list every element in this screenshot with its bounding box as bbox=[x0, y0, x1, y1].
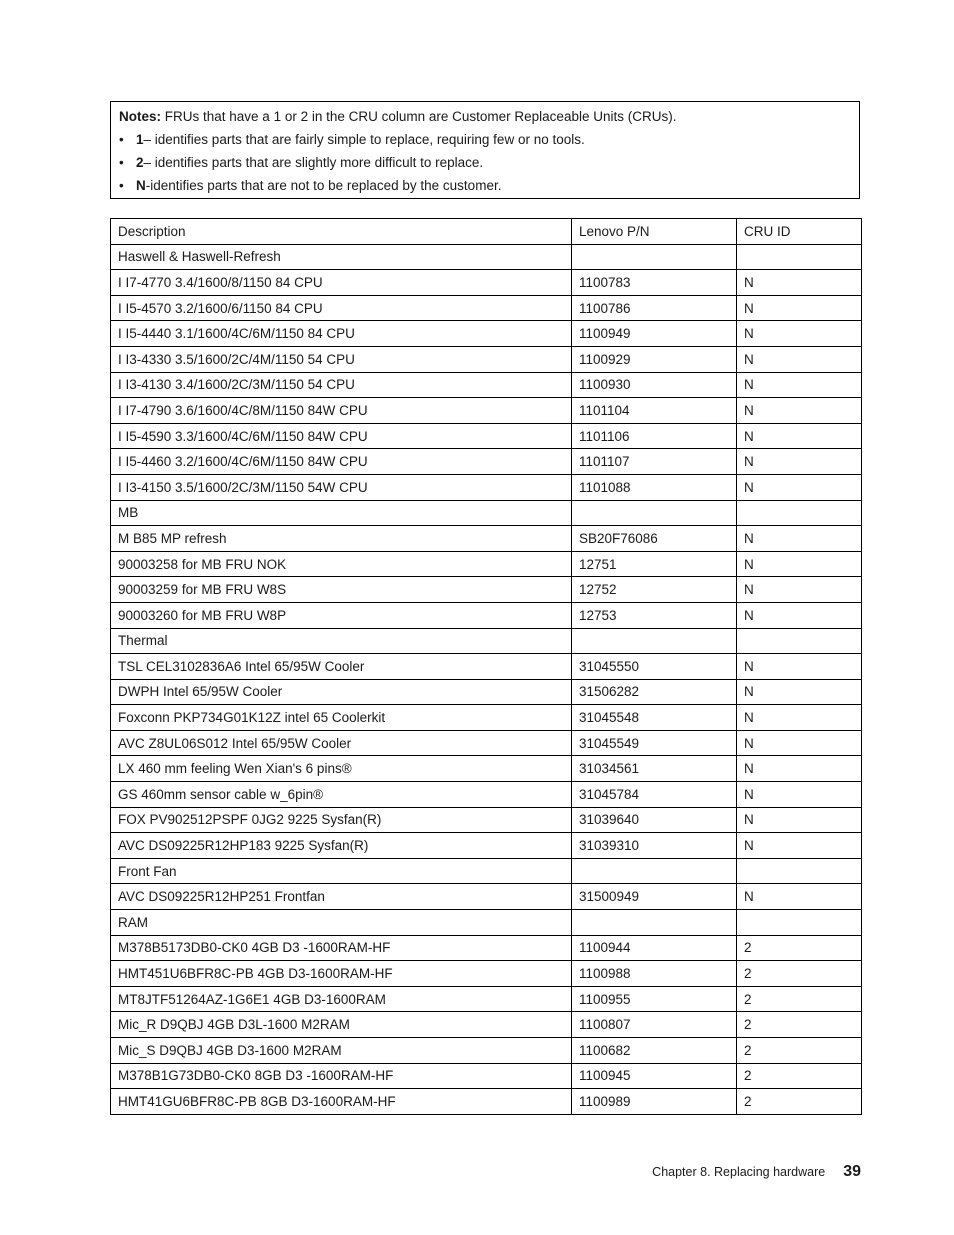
cell-part-number: 1100786 bbox=[572, 295, 737, 321]
table-row bbox=[111, 1038, 862, 1064]
cell-cru-id: N bbox=[737, 654, 862, 680]
cell-description: Thermal bbox=[111, 628, 572, 654]
cell-part-number: 1100988 bbox=[572, 961, 737, 987]
cell-description: Front Fan bbox=[111, 858, 572, 884]
cell-part-number: 1101088 bbox=[572, 474, 737, 500]
cell-cru-id: 2 bbox=[737, 1012, 862, 1038]
table-row bbox=[111, 730, 862, 756]
notes-title: Notes: bbox=[119, 109, 162, 124]
table-row bbox=[111, 321, 862, 347]
cell-part-number: 1100955 bbox=[572, 986, 737, 1012]
table-row bbox=[111, 782, 862, 808]
table-row bbox=[111, 500, 862, 526]
cell-part-number: 1100989 bbox=[572, 1089, 737, 1115]
table-row bbox=[111, 551, 862, 577]
cell-description: I I5-4570 3.2/1600/6/1150 84 CPU bbox=[111, 295, 572, 321]
cell-description: FOX PV902512PSPF 0JG2 9225 Sysfan(R) bbox=[111, 807, 572, 833]
table-row bbox=[111, 935, 862, 961]
cell-description: I I5-4440 3.1/1600/4C/6M/1150 84 CPU bbox=[111, 321, 572, 347]
cell-part-number: 1101106 bbox=[572, 423, 737, 449]
cell-cru-id: N bbox=[737, 423, 862, 449]
cell-description: 90003259 for MB FRU W8S bbox=[111, 577, 572, 603]
table-row bbox=[111, 756, 862, 782]
bullet-text: – identifies parts that are fairly simple to replace, requiring few or no tools. bbox=[143, 132, 585, 147]
table-row bbox=[111, 423, 862, 449]
cell-cru-id: N bbox=[737, 756, 862, 782]
cell-part-number: 31045549 bbox=[572, 730, 737, 756]
cell-part-number: 1100930 bbox=[572, 372, 737, 398]
cell-description: I I5-4460 3.2/1600/4C/6M/1150 84W CPU bbox=[111, 449, 572, 475]
table-row bbox=[111, 577, 862, 603]
header-cru-id: CRU ID bbox=[737, 219, 862, 245]
cell-part-number: SB20F76086 bbox=[572, 526, 737, 552]
table-row bbox=[111, 986, 862, 1012]
cell-description: Foxconn PKP734G01K12Z intel 65 Coolerkit bbox=[111, 705, 572, 731]
cell-part-number: 1100929 bbox=[572, 346, 737, 372]
bullet-text: -identifies parts that are not to be replaced by the customer. bbox=[145, 178, 502, 193]
cell-part-number: 1100949 bbox=[572, 321, 737, 347]
table-row bbox=[111, 1089, 862, 1115]
cell-description: RAM bbox=[111, 910, 572, 936]
header-description: Description bbox=[111, 219, 572, 245]
cell-description: I I3-4130 3.4/1600/2C/3M/1150 54 CPU bbox=[111, 372, 572, 398]
cell-cru-id: N bbox=[737, 474, 862, 500]
table-row bbox=[111, 474, 862, 500]
cell-part-number: 31034561 bbox=[572, 756, 737, 782]
table-row bbox=[111, 910, 862, 936]
table-row bbox=[111, 961, 862, 987]
cell-part-number: 31506282 bbox=[572, 679, 737, 705]
cell-cru-id: 2 bbox=[737, 1038, 862, 1064]
cell-cru-id: N bbox=[737, 372, 862, 398]
chapter-label: Chapter 8. Replacing hardware bbox=[652, 1165, 826, 1179]
notes-intro bbox=[119, 108, 851, 125]
cell-cru-id: N bbox=[737, 833, 862, 859]
header-part-number: Lenovo P/N bbox=[572, 219, 737, 245]
bullet-mark: • bbox=[119, 178, 124, 193]
table-row bbox=[111, 346, 862, 372]
notes-bullet bbox=[119, 131, 851, 148]
cell-description: HMT451U6BFR8C-PB 4GB D3-1600RAM-HF bbox=[111, 961, 572, 987]
table-row bbox=[111, 244, 862, 270]
cell-description: 90003260 for MB FRU W8P bbox=[111, 602, 572, 628]
cell-cru-id: N bbox=[737, 705, 862, 731]
cell-part-number: 1101107 bbox=[572, 449, 737, 475]
cell-part-number: 12752 bbox=[572, 577, 737, 603]
cell-part-number: 1101104 bbox=[572, 398, 737, 424]
cell-description: AVC Z8UL06S012 Intel 65/95W Cooler bbox=[111, 730, 572, 756]
cell-description: Mic_R D9QBJ 4GB D3L-1600 M2RAM bbox=[111, 1012, 572, 1038]
cell-part-number bbox=[572, 910, 737, 936]
bullet-key: N bbox=[136, 178, 146, 193]
cell-description: TSL CEL3102836A6 Intel 65/95W Cooler bbox=[111, 654, 572, 680]
cell-description: I I7-4790 3.6/1600/4C/8M/1150 84W CPU bbox=[111, 398, 572, 424]
table-row bbox=[111, 858, 862, 884]
cell-part-number: 31045548 bbox=[572, 705, 737, 731]
table-row bbox=[111, 679, 862, 705]
cell-cru-id: 2 bbox=[737, 1063, 862, 1089]
cell-part-number: 12753 bbox=[572, 602, 737, 628]
cell-cru-id: 2 bbox=[737, 961, 862, 987]
cell-cru-id: 2 bbox=[737, 986, 862, 1012]
page-footer bbox=[652, 1163, 861, 1181]
table-row bbox=[111, 1012, 862, 1038]
cell-cru-id bbox=[737, 628, 862, 654]
table-row bbox=[111, 884, 862, 910]
table-header-row bbox=[111, 219, 862, 245]
cell-description: I I3-4330 3.5/1600/2C/4M/1150 54 CPU bbox=[111, 346, 572, 372]
cell-description: DWPH Intel 65/95W Cooler bbox=[111, 679, 572, 705]
cell-description: I I7-4770 3.4/1600/8/1150 84 CPU bbox=[111, 270, 572, 296]
cell-description: I I3-4150 3.5/1600/2C/3M/1150 54W CPU bbox=[111, 474, 572, 500]
cell-part-number bbox=[572, 244, 737, 270]
table-row bbox=[111, 628, 862, 654]
cell-cru-id bbox=[737, 500, 862, 526]
bullet-key: 2 bbox=[136, 155, 144, 170]
cell-cru-id: N bbox=[737, 577, 862, 603]
cell-cru-id: N bbox=[737, 807, 862, 833]
cell-part-number: 31500949 bbox=[572, 884, 737, 910]
cell-description: GS 460mm sensor cable w_6pin® bbox=[111, 782, 572, 808]
cell-cru-id: N bbox=[737, 295, 862, 321]
cell-description: Mic_S D9QBJ 4GB D3-1600 M2RAM bbox=[111, 1038, 572, 1064]
cell-cru-id: 2 bbox=[737, 935, 862, 961]
cell-part-number: 1100944 bbox=[572, 935, 737, 961]
cell-cru-id: N bbox=[737, 602, 862, 628]
table-row bbox=[111, 526, 862, 552]
cell-cru-id: N bbox=[737, 398, 862, 424]
table-row bbox=[111, 602, 862, 628]
cell-cru-id: N bbox=[737, 270, 862, 296]
cell-cru-id: N bbox=[737, 679, 862, 705]
table-row bbox=[111, 295, 862, 321]
table-row bbox=[111, 807, 862, 833]
table-row bbox=[111, 270, 862, 296]
notes-box bbox=[110, 101, 860, 199]
cell-cru-id: N bbox=[737, 321, 862, 347]
cell-part-number: 31039310 bbox=[572, 833, 737, 859]
table-row bbox=[111, 372, 862, 398]
cell-part-number: 12751 bbox=[572, 551, 737, 577]
cell-description: LX 460 mm feeling Wen Xian's 6 pins® bbox=[111, 756, 572, 782]
cell-part-number bbox=[572, 500, 737, 526]
cell-cru-id: N bbox=[737, 782, 862, 808]
cell-cru-id: N bbox=[737, 449, 862, 475]
cell-cru-id bbox=[737, 244, 862, 270]
cell-part-number: 1100783 bbox=[572, 270, 737, 296]
cell-cru-id: 2 bbox=[737, 1089, 862, 1115]
cell-cru-id: N bbox=[737, 884, 862, 910]
cell-description: M B85 MP refresh bbox=[111, 526, 572, 552]
bullet-text: – identifies parts that are slightly more difficult to replace. bbox=[143, 155, 484, 170]
cell-part-number: 1100807 bbox=[572, 1012, 737, 1038]
page-number: 39 bbox=[843, 1163, 861, 1180]
table-row bbox=[111, 833, 862, 859]
table-row bbox=[111, 705, 862, 731]
cell-part-number bbox=[572, 858, 737, 884]
cell-part-number: 31045550 bbox=[572, 654, 737, 680]
cell-cru-id: N bbox=[737, 346, 862, 372]
cell-cru-id bbox=[737, 858, 862, 884]
bullet-mark: • bbox=[119, 155, 124, 170]
notes-bullet bbox=[119, 177, 851, 194]
cell-description: HMT41GU6BFR8C-PB 8GB D3-1600RAM-HF bbox=[111, 1089, 572, 1115]
bullet-key: 1 bbox=[136, 132, 144, 147]
cell-cru-id: N bbox=[737, 730, 862, 756]
notes-bullet bbox=[119, 154, 851, 171]
table-row bbox=[111, 1063, 862, 1089]
cell-part-number: 1100945 bbox=[572, 1063, 737, 1089]
table-row bbox=[111, 449, 862, 475]
table-row bbox=[111, 654, 862, 680]
cell-description: AVC DS09225R12HP183 9225 Sysfan(R) bbox=[111, 833, 572, 859]
cell-description: AVC DS09225R12HP251 Frontfan bbox=[111, 884, 572, 910]
cell-description: M378B1G73DB0-CK0 8GB D3 -1600RAM-HF bbox=[111, 1063, 572, 1089]
cell-part-number: 31039640 bbox=[572, 807, 737, 833]
cell-part-number: 31045784 bbox=[572, 782, 737, 808]
cell-cru-id: N bbox=[737, 526, 862, 552]
cell-cru-id bbox=[737, 910, 862, 936]
bullet-mark: • bbox=[119, 132, 124, 147]
cell-description: MT8JTF51264AZ-1G6E1 4GB D3-1600RAM bbox=[111, 986, 572, 1012]
cell-description: Haswell & Haswell-Refresh bbox=[111, 244, 572, 270]
parts-table bbox=[110, 218, 862, 1115]
cell-part-number bbox=[572, 628, 737, 654]
notes-text: FRUs that have a 1 or 2 in the CRU column are Customer Replaceable Units (CRUs). bbox=[161, 109, 677, 124]
table-row bbox=[111, 398, 862, 424]
cell-cru-id: N bbox=[737, 551, 862, 577]
cell-description: I I5-4590 3.3/1600/4C/6M/1150 84W CPU bbox=[111, 423, 572, 449]
cell-part-number: 1100682 bbox=[572, 1038, 737, 1064]
cell-description: 90003258 for MB FRU NOK bbox=[111, 551, 572, 577]
cell-description: MB bbox=[111, 500, 572, 526]
cell-description: M378B5173DB0-CK0 4GB D3 -1600RAM-HF bbox=[111, 935, 572, 961]
